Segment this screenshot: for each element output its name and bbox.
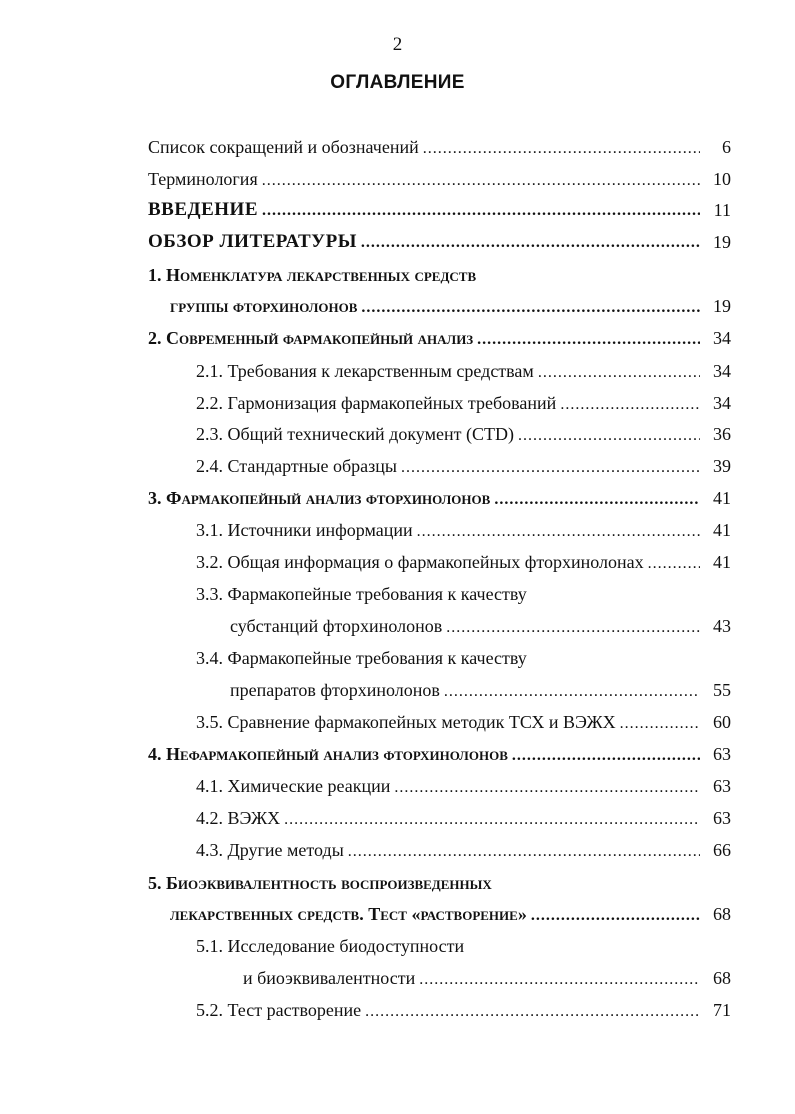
toc-entry-text: и биоэквивалентности <box>243 968 416 988</box>
toc-entry <box>0 805 795 831</box>
toc-entry-text: 5.2. Тест растворение <box>196 1000 362 1020</box>
toc-entry <box>0 197 795 223</box>
toc-entry <box>0 134 795 160</box>
toc-entry <box>0 325 795 351</box>
toc-entry-text: ОБЗОР ЛИТЕРАТУРЫ <box>148 231 357 252</box>
toc-entry-page: 68 <box>713 968 731 988</box>
toc-entry <box>0 837 795 863</box>
toc-entry-text: 2.4. Стандартные образцы <box>196 456 397 476</box>
toc-entry-page: 6 <box>722 137 731 157</box>
toc-entry-text: Терминология <box>148 169 258 189</box>
toc-entry-text: 4. Нефармакопейный анализ фторхинолонов <box>148 744 508 764</box>
toc-entry-text: 2.2. Гармонизация фармакопейных требований <box>196 393 557 413</box>
toc-entry-page: 68 <box>713 904 731 924</box>
toc-entry <box>0 421 795 447</box>
toc-entry <box>0 581 795 607</box>
toc-entry-text: лекарственных средств. Тест «растворение» <box>170 904 527 924</box>
toc-entry <box>0 358 795 384</box>
toc-entry-text: субстанций фторхинолонов <box>230 616 443 636</box>
toc-entry <box>0 933 795 959</box>
toc-entry-page: 43 <box>713 616 731 636</box>
toc-entry-text: 5.1. Исследование биодоступности <box>196 936 465 956</box>
toc-entry <box>0 229 795 255</box>
toc-entry-page: 34 <box>713 328 731 348</box>
toc-entry-page: 19 <box>713 232 731 252</box>
toc-entry-page: 63 <box>713 808 731 828</box>
toc-entry-text: 3.2. Общая информация о фармакопейных фторхинолонах <box>196 552 644 572</box>
toc-entry <box>0 965 795 991</box>
toc-entry-text: 3.5. Сравнение фармакопейных методик ТСХ и ВЭЖХ <box>196 712 616 732</box>
toc-entry <box>0 870 795 896</box>
page-number: 2 <box>392 34 403 55</box>
toc-entry-text: ВВЕДЕНИЕ <box>148 199 258 220</box>
toc-entry-text: 3.4. Фармакопейные требования к качеству <box>196 648 527 668</box>
toc-entry-page: 63 <box>713 744 731 764</box>
toc-entry-text: 3.3. Фармакопейные требования к качеству <box>196 584 527 604</box>
toc-entry <box>0 453 795 479</box>
toc-title: ОГЛАВЛЕНИЕ <box>330 72 465 93</box>
toc-entry-text: 4.3. Другие методы <box>196 840 344 860</box>
toc-entry-text: 2. Современный фармакопейный анализ <box>148 328 474 348</box>
toc-entry-page: 60 <box>713 712 731 732</box>
toc-entry-page: 34 <box>713 361 731 381</box>
toc-entry-text: препаратов фторхинолонов <box>230 680 440 700</box>
toc-entry-text: 3.1. Источники информации <box>196 520 413 540</box>
toc-entry-text: 4.2. ВЭЖХ <box>196 808 281 828</box>
toc-entry <box>0 773 795 799</box>
toc-entry <box>0 741 795 767</box>
toc-entry <box>0 709 795 735</box>
toc-entry <box>0 262 795 288</box>
toc-entry <box>0 901 795 927</box>
toc-entry-page: 11 <box>713 200 731 220</box>
toc-entry-page: 41 <box>713 520 731 540</box>
toc-entry-text: 2.1. Требования к лекарственным средствам <box>196 361 534 381</box>
toc-entry-text: группы фторхинолонов <box>170 296 358 316</box>
toc-entry-page: 41 <box>713 488 731 508</box>
toc-entry-page: 10 <box>713 169 731 189</box>
toc-entry-page: 39 <box>713 456 731 476</box>
toc-entry-page: 55 <box>713 680 731 700</box>
toc-entry <box>0 485 795 511</box>
toc-entry-page: 36 <box>713 424 731 444</box>
toc-entry-page: 63 <box>713 776 731 796</box>
toc-entry-text: 1. Номенклатура лекарственных средств <box>148 265 477 285</box>
toc-entry <box>0 549 795 575</box>
toc-entry <box>0 613 795 639</box>
toc-entry-page: 71 <box>713 1000 731 1020</box>
toc-entry-page: 41 <box>713 552 731 572</box>
toc-entry <box>0 293 795 319</box>
toc-entry-text: 3. Фармакопейный анализ фторхинолонов <box>148 488 491 508</box>
toc-entry-text: Список сокращений и обозначений <box>148 137 419 157</box>
toc-entry-text: 4.1. Химические реакции <box>196 776 391 796</box>
toc-entry-page: 34 <box>713 393 731 413</box>
toc-entry-text: 2.3. Общий технический документ (CTD) <box>196 424 514 444</box>
toc-entry <box>0 166 795 192</box>
toc-entry <box>0 997 795 1023</box>
toc-entry <box>0 677 795 703</box>
toc-entry-text: 5. Биоэквивалентность воспроизведенных <box>148 873 492 893</box>
toc-entry-page: 66 <box>713 840 731 860</box>
toc-entry <box>0 645 795 671</box>
toc-entry <box>0 390 795 416</box>
toc-entry <box>0 517 795 543</box>
toc-entry-page: 19 <box>713 296 731 316</box>
